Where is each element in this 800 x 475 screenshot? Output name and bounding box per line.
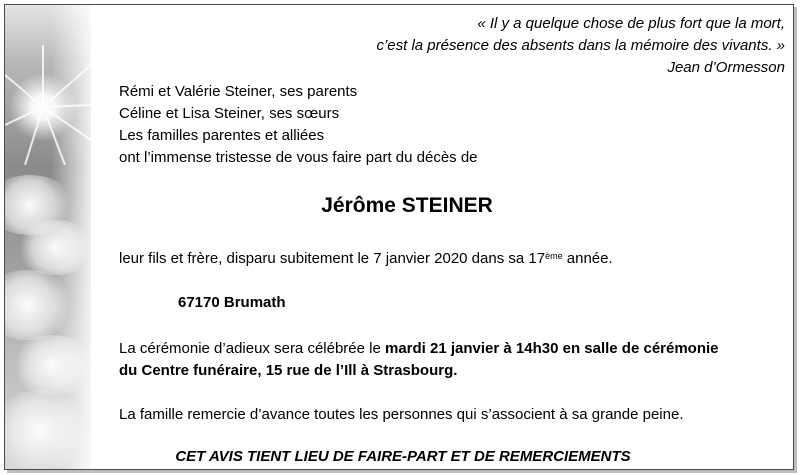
family-line: Rémi et Valérie Steiner, ses parents (119, 83, 358, 100)
ceremony-venue: du Centre funéraire, 15 rue de l’Ill à Strasbourg. (119, 362, 458, 379)
ceremony-date-location: mardi 21 janvier à 14h30 en salle de cérémonie (385, 340, 719, 357)
death-details (119, 248, 613, 270)
family-line: ont l’immense tristesse de vous faire part du décès de (119, 149, 478, 166)
quote-author: Jean d’Ormesson (667, 59, 785, 76)
quote-line: c’est la présence des absents dans la mémoire des vivants. » (376, 37, 785, 54)
closing-notice: CET AVIS TIENT LIEU DE FAIRE-PART ET DE REMERCIEMENTS (175, 448, 631, 465)
quote-line: « Il y a quelque chose de plus fort que la mort, (477, 15, 785, 32)
details-superscript: ème (545, 251, 563, 261)
ceremony-info (119, 338, 719, 382)
cloud (5, 390, 90, 469)
details-text-end: année. (562, 250, 613, 267)
cloud (10, 335, 91, 395)
cloud (5, 270, 75, 340)
sky-sun-image (5, 5, 91, 469)
ceremony-prefix: La cérémonie d’adieux sera célébrée le (119, 340, 385, 357)
place: 67170 Brumath (178, 294, 286, 311)
sun-icon (5, 45, 91, 165)
family-line: Céline et Lisa Steiner, ses sœurs (119, 105, 340, 122)
thanks-text: La famille remercie d’avance toutes les personnes qui s’associent à sa grande peine. (119, 406, 684, 423)
deceased-name: Jérôme STEINER (321, 194, 493, 217)
cloud (15, 220, 91, 275)
family-announcement (119, 81, 478, 169)
family-line: Les familles parentes et alliées (119, 127, 325, 144)
epigraph-quote (376, 13, 785, 79)
details-text: leur fils et frère, disparu subitement le 7 janvier 2020 dans sa 17 (119, 250, 546, 267)
death-notice (4, 4, 794, 470)
